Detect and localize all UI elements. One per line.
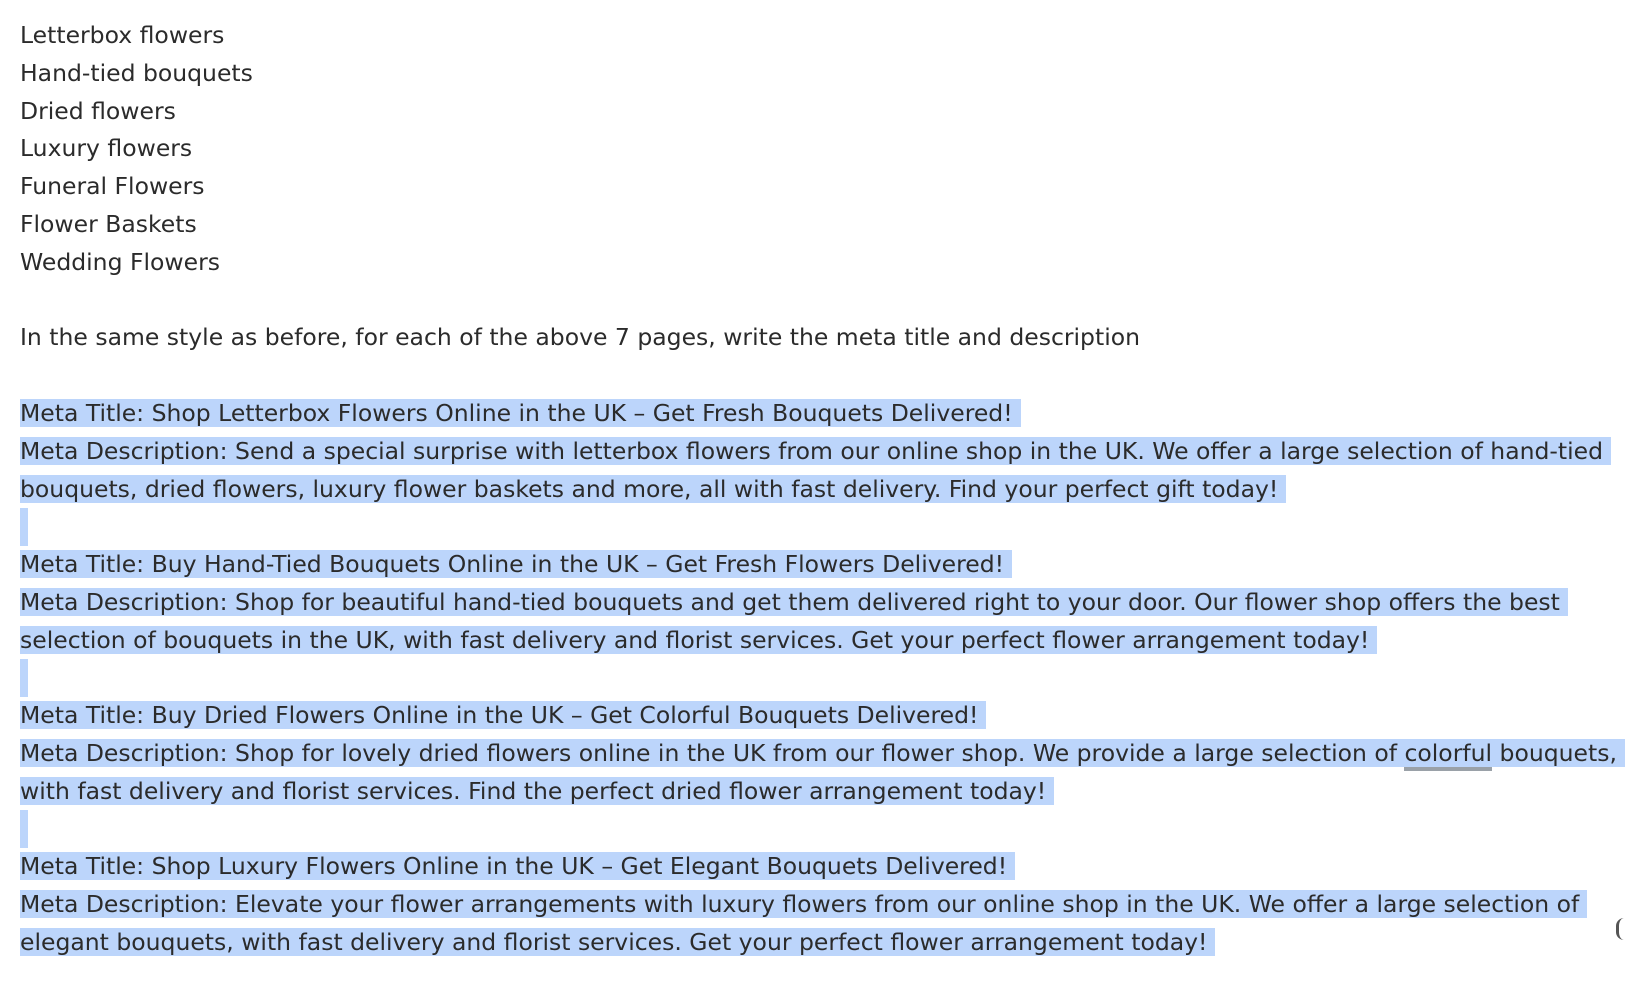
page-list-item: Letterbox flowers — [20, 21, 225, 49]
selected-text — [20, 739, 1625, 767]
meta-description-hand-tied — [20, 583, 1568, 621]
page-list-item: Luxury flowers — [20, 134, 193, 162]
selected-blank-line — [20, 810, 28, 848]
meta-description-dried-cont — [20, 772, 1054, 810]
selected-text: Meta Description: Elevate your flower arrangements with luxury flowers from our online shop in the UK. We offer a large selection of — [20, 890, 1587, 918]
meta-title-luxury — [20, 847, 1015, 885]
meta-description-letterbox-cont — [20, 470, 1286, 508]
meta-description-hand-tied-cont — [20, 621, 1377, 659]
selected-text: Meta Description: Send a special surprise with letterbox flowers from our online shop in the UK. We offer a large selection of hand-tied — [20, 437, 1611, 465]
selected-text: Meta Title: Buy Hand-Tied Bouquets Online in the UK – Get Fresh Flowers Delivered! — [20, 550, 1012, 578]
page-list-item: Flower Baskets — [20, 210, 197, 238]
meta-title-dried — [20, 696, 986, 734]
meta-description-letterbox — [20, 432, 1611, 470]
meta-title-letterbox — [20, 394, 1021, 432]
instruction-text: In the same style as before, for each of the above 7 pages, write the meta title and description — [20, 323, 1140, 351]
meta-description-luxury — [20, 885, 1587, 923]
selected-blank-line — [20, 508, 28, 546]
selected-text: elegant bouquets, with fast delivery and florist services. Get your perfect flower arrangement today! — [20, 928, 1215, 956]
selected-text: Meta Title: Shop Luxury Flowers Online in the UK – Get Elegant Bouquets Delivered! — [20, 852, 1015, 880]
selected-blank-line — [20, 659, 28, 697]
scroll-edge-indicator[interactable] — [1616, 918, 1625, 940]
meta-description-dried — [20, 734, 1625, 772]
meta-description-luxury-cont — [20, 923, 1215, 961]
selected-text: Meta Title: Shop Letterbox Flowers Online in the UK – Get Fresh Bouquets Delivered! — [20, 399, 1021, 427]
selected-text: Meta Description: Shop for beautiful hand-tied bouquets and get them delivered right to your door. Our flower shop offers the best — [20, 588, 1568, 616]
selected-text: with fast delivery and florist services. Find the perfect dried flower arrangement today! — [20, 777, 1054, 805]
selected-text-part: bouquets, — [1492, 739, 1617, 767]
page-list-item: Hand-tied bouquets — [20, 59, 253, 87]
meta-title-hand-tied — [20, 545, 1012, 583]
selected-text: selection of bouquets in the UK, with fast delivery and florist services. Get your perfect flower arrangement today! — [20, 626, 1377, 654]
page-list-item: Dried flowers — [20, 97, 176, 125]
selected-text: bouquets, dried flowers, luxury flower baskets and more, all with fast delivery. Find your perfect gift today! — [20, 475, 1286, 503]
selected-text-part: Meta Description: Shop for lovely dried flowers online in the UK from our flower shop. We provide a large selection of — [20, 739, 1405, 767]
selected-text: Meta Title: Buy Dried Flowers Online in the UK – Get Colorful Bouquets Delivered! — [20, 701, 986, 729]
page-list-item: Wedding Flowers — [20, 248, 220, 276]
misspelled-word[interactable]: colorful — [1404, 739, 1492, 771]
page-list-item: Funeral Flowers — [20, 172, 205, 200]
